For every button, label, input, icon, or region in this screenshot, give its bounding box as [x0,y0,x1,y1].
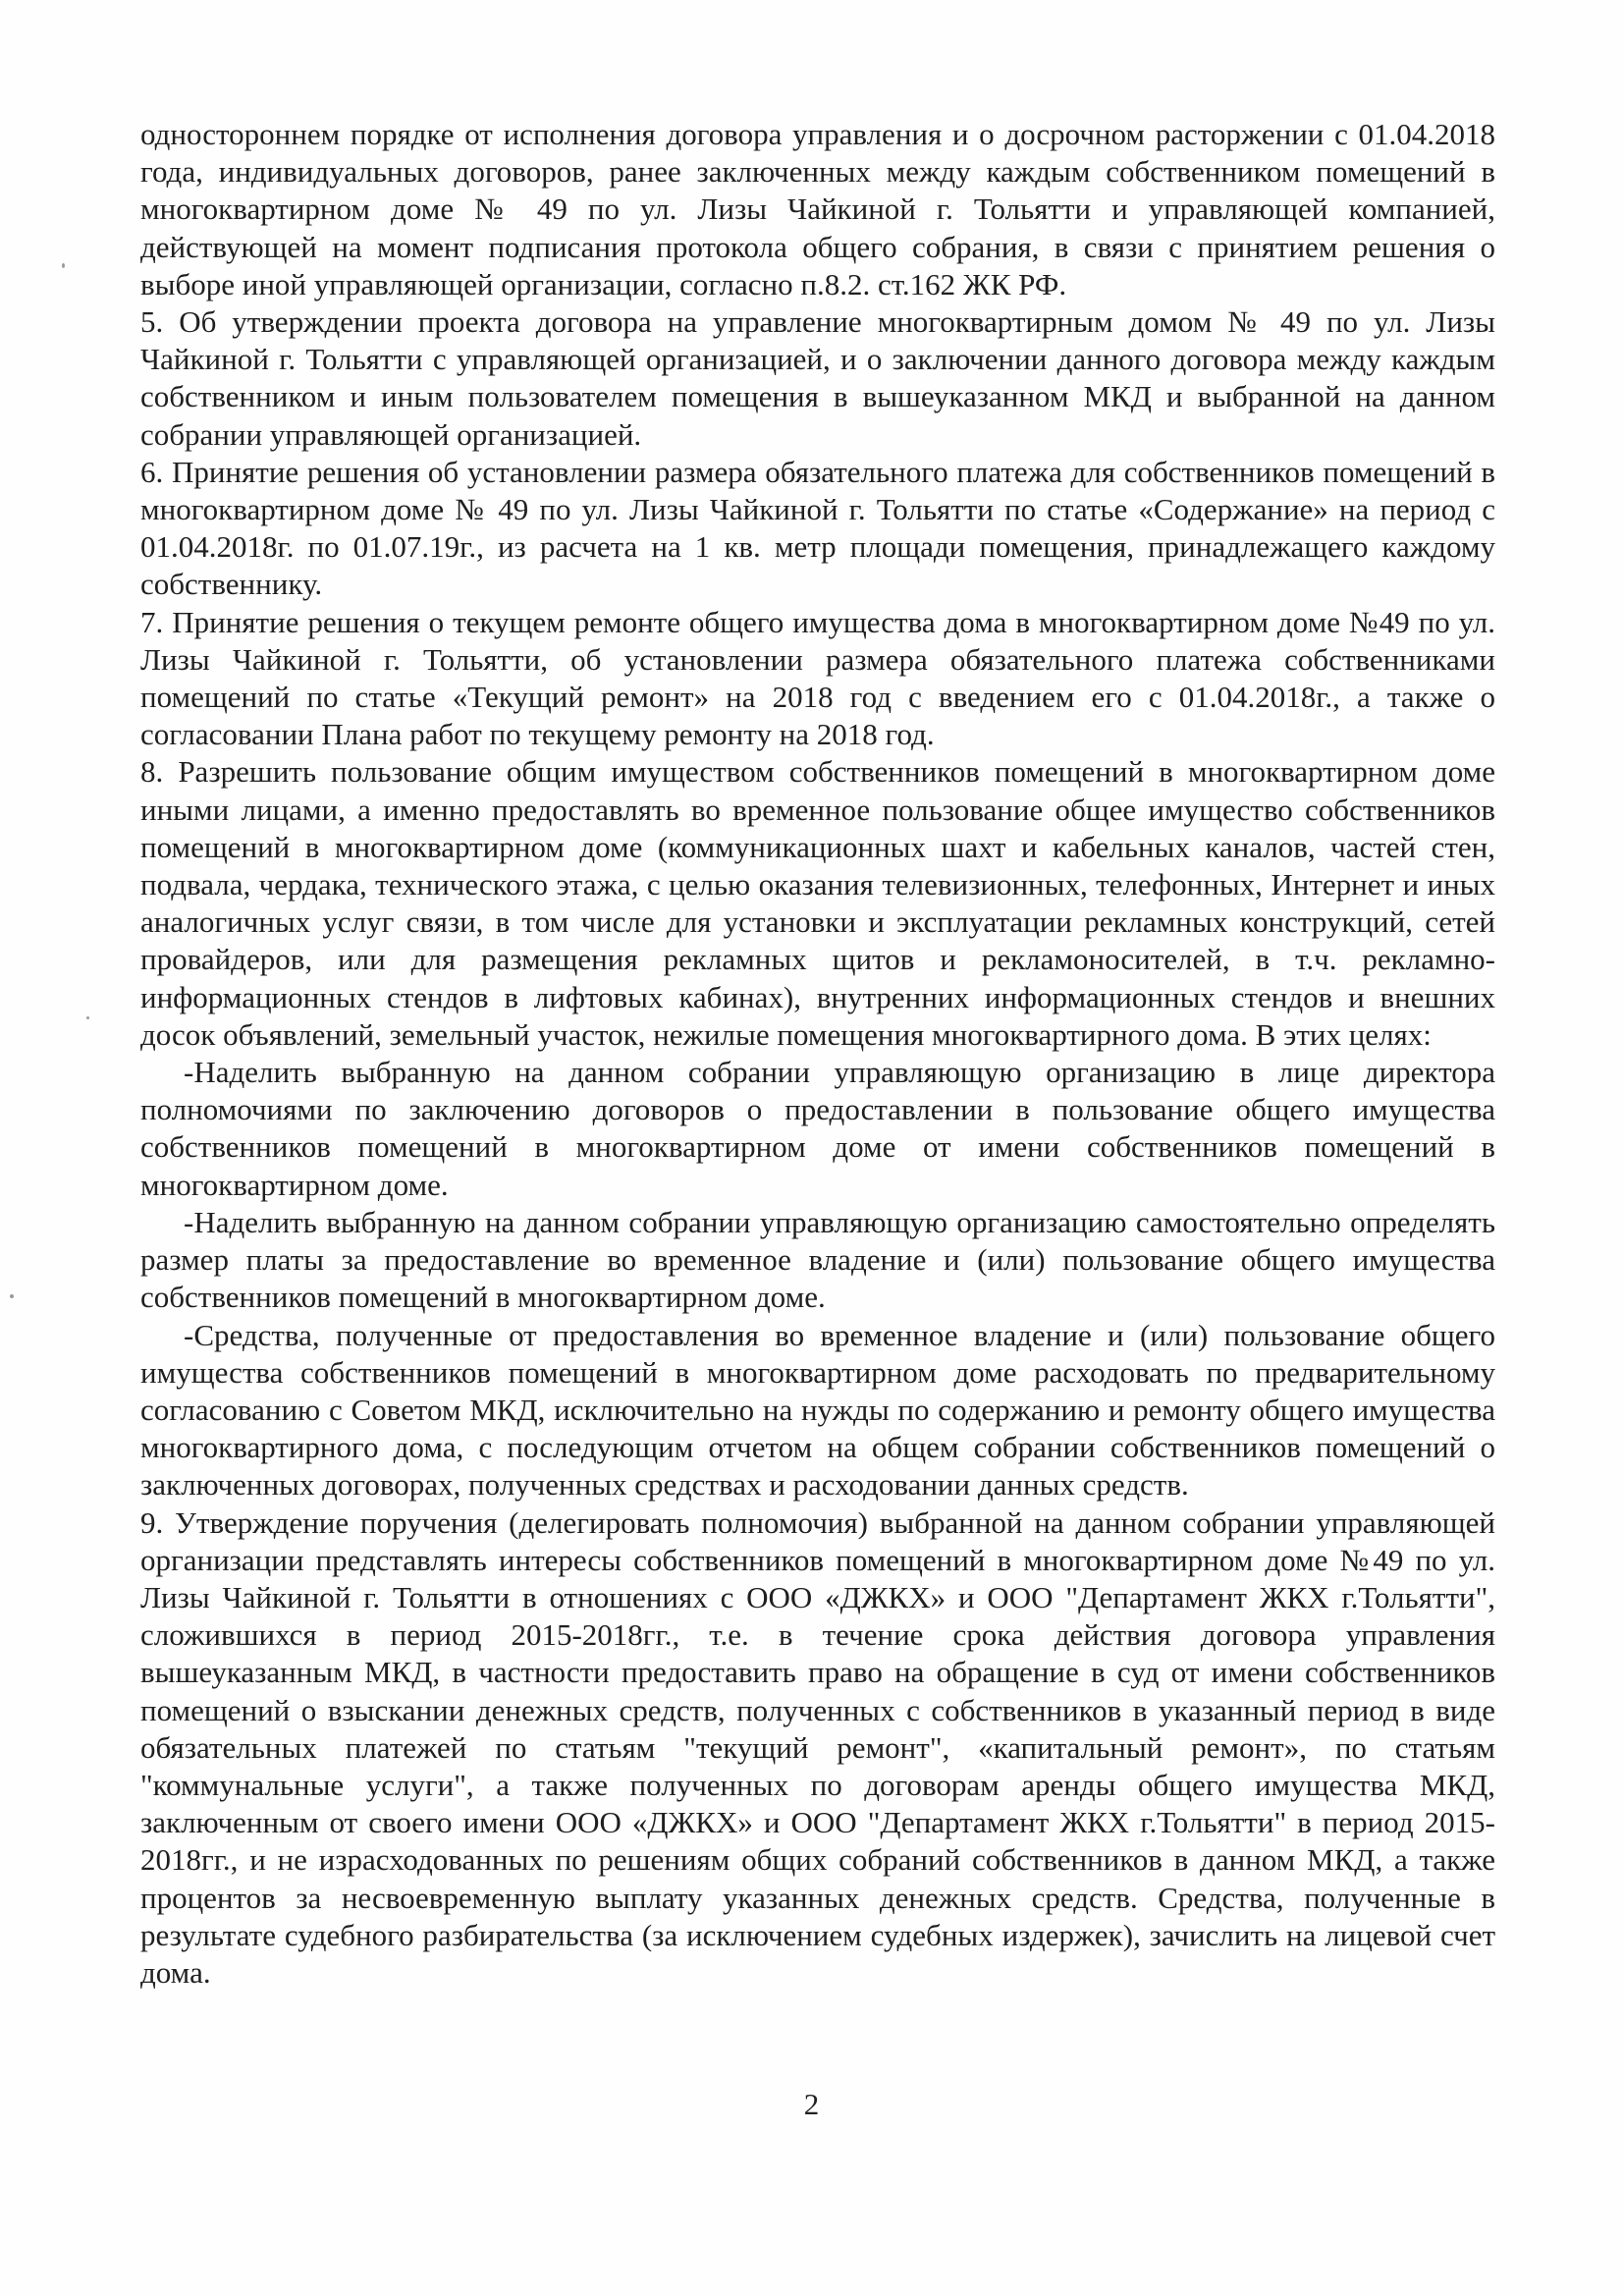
document-body [140,116,1495,1992]
paragraph-item-8-sub-3: -Средства, полученные от предоставления во временное владение и (или) пользование общего имущества собственников помещений в многоквартирном доме расходовать по предварительному согласованию с Советом МКД, исключительно на нужды по содержанию и ремонту общего имущества многоквартирного дома, с последующим отчетом на общем собрании собственников помещений о заключенных договорах, полученных средствах и расходовании данных средств. [140,1317,1495,1503]
paragraph-item-6: 6. Принятие решения об установлении размера обязательного платежа для собственников помещений в многоквартирном доме № 49 по ул. Лизы Чайкиной г. Тольятти по статье «Содержание» на период с 01.04.2018г. по 01.07.19г., из расчета на 1 кв. метр площади помещения, принадлежащего каждому собственнику. [140,454,1495,602]
scan-speck [86,1016,89,1019]
scan-speck [10,1294,14,1298]
page-number: 2 [803,2087,820,2121]
paragraph-item-7: 7. Принятие решения о текущем ремонте общего имущества дома в многоквартирном доме №49 по ул. Лизы Чайкиной г. Тольятти, об установлении размера обязательного платежа собственниками помещений по статье «Текущий ремонт» на 2018 год с введением его с 01.04.2018г., а также о согласовании Плана работ по текущему ремонту на 2018 год. [140,604,1495,752]
scan-speck [62,263,65,268]
paragraph-item-5: 5. Об утверждении проекта договора на управление многоквартирным домом № 49 по ул. Лизы Чайкиной г. Тольятти с управляющей организацией, и о заключении данного договора между каждым собственником и иным пользователем помещения в вышеуказанном МКД и выбранной на данном собрании управляющей организацией. [140,304,1495,452]
paragraph-item-9: 9. Утверждение поручения (делегировать полномочия) выбранной на данном собрании управляющей организации представлять интересы собственников помещений в многоквартирном доме №49 по ул. Лизы Чайкиной г. Тольятти в отношениях с ООО «ДЖКХ» и ООО "Департамент ЖКХ г.Тольятти", сложившихся в период 2015-2018гг., т.е. в течение срока действия договора управления вышеуказанным МКД, в частности предоставить право на обращение в суд от имени собственников помещений о взыскании денежных средств, полученных с собственников в указанный период в виде обязательных платежей по статьям "текущий ремонт", «капитальный ремонт», по статьям "коммунальные услуги", а также полученных по договорам аренды общего имущества МКД, заключенным от своего имени ООО «ДЖКХ» и ООО "Департамент ЖКХ г.Тольятти" в период 2015-2018гг., и не израсходованных по решениям общих собраний собственников в данном МКД, а также процентов за несвоевременную выплату указанных денежных средств. Средства, полученные в результате судебного разбирательства (за исключением судебных издержек), зачислить на лицевой счет дома. [140,1504,1495,1990]
paragraph-item-8-sub-1: -Наделить выбранную на данном собрании управляющую организацию в лице директора полномочиями по заключению договоров о предоставлении в пользование общего имущества собственников помещений в многоквартирном доме от имени собственников помещений в многоквартирном доме. [140,1055,1495,1202]
paragraph-intro-continued: одностороннем порядке от исполнения договора управления и о досрочном расторжении с 01.04.2018 года, индивидуальных договоров, ранее заключенных между каждым собственником помещений в многоквартирном доме № 49 по ул. Лизы Чайкиной г. Тольятти и управляющей компанией, действующей на момент подписания протокола общего собрания, в связи с принятием решения о выборе иной управляющей организации, согласно п.8.2. ст.162 ЖК РФ. [140,117,1495,301]
paragraph-item-8-sub-2: -Наделить выбранную на данном собрании управляющую организацию самостоятельно определять размер платы за предоставление во временное владение и (или) пользование общего имущества собственников помещений в многоквартирном доме. [140,1204,1495,1315]
paragraph-item-8: 8. Разрешить пользование общим имуществом собственников помещений в многоквартирном доме иными лицами, а именно предоставлять во временное пользование общее имущество собственников помещений в многоквартирном доме (коммуникационных шахт и кабельных каналов, частей стен, подвала, чердака, технического этажа, с целью оказания телевизионных, телефонных, Интернет и иных аналогичных услуг связи, в том числе для установки и эксплуатации рекламных конструкций, сетей провайдеров, или для размещения рекламных щитов и рекламоносителей, в т.ч. рекламно-информационных стендов в лифтовых кабинах), внутренних информационных стендов и внешних досок объявлений, земельный участок, нежилые помещения многоквартирного дома. В этих целях: [140,754,1495,1052]
